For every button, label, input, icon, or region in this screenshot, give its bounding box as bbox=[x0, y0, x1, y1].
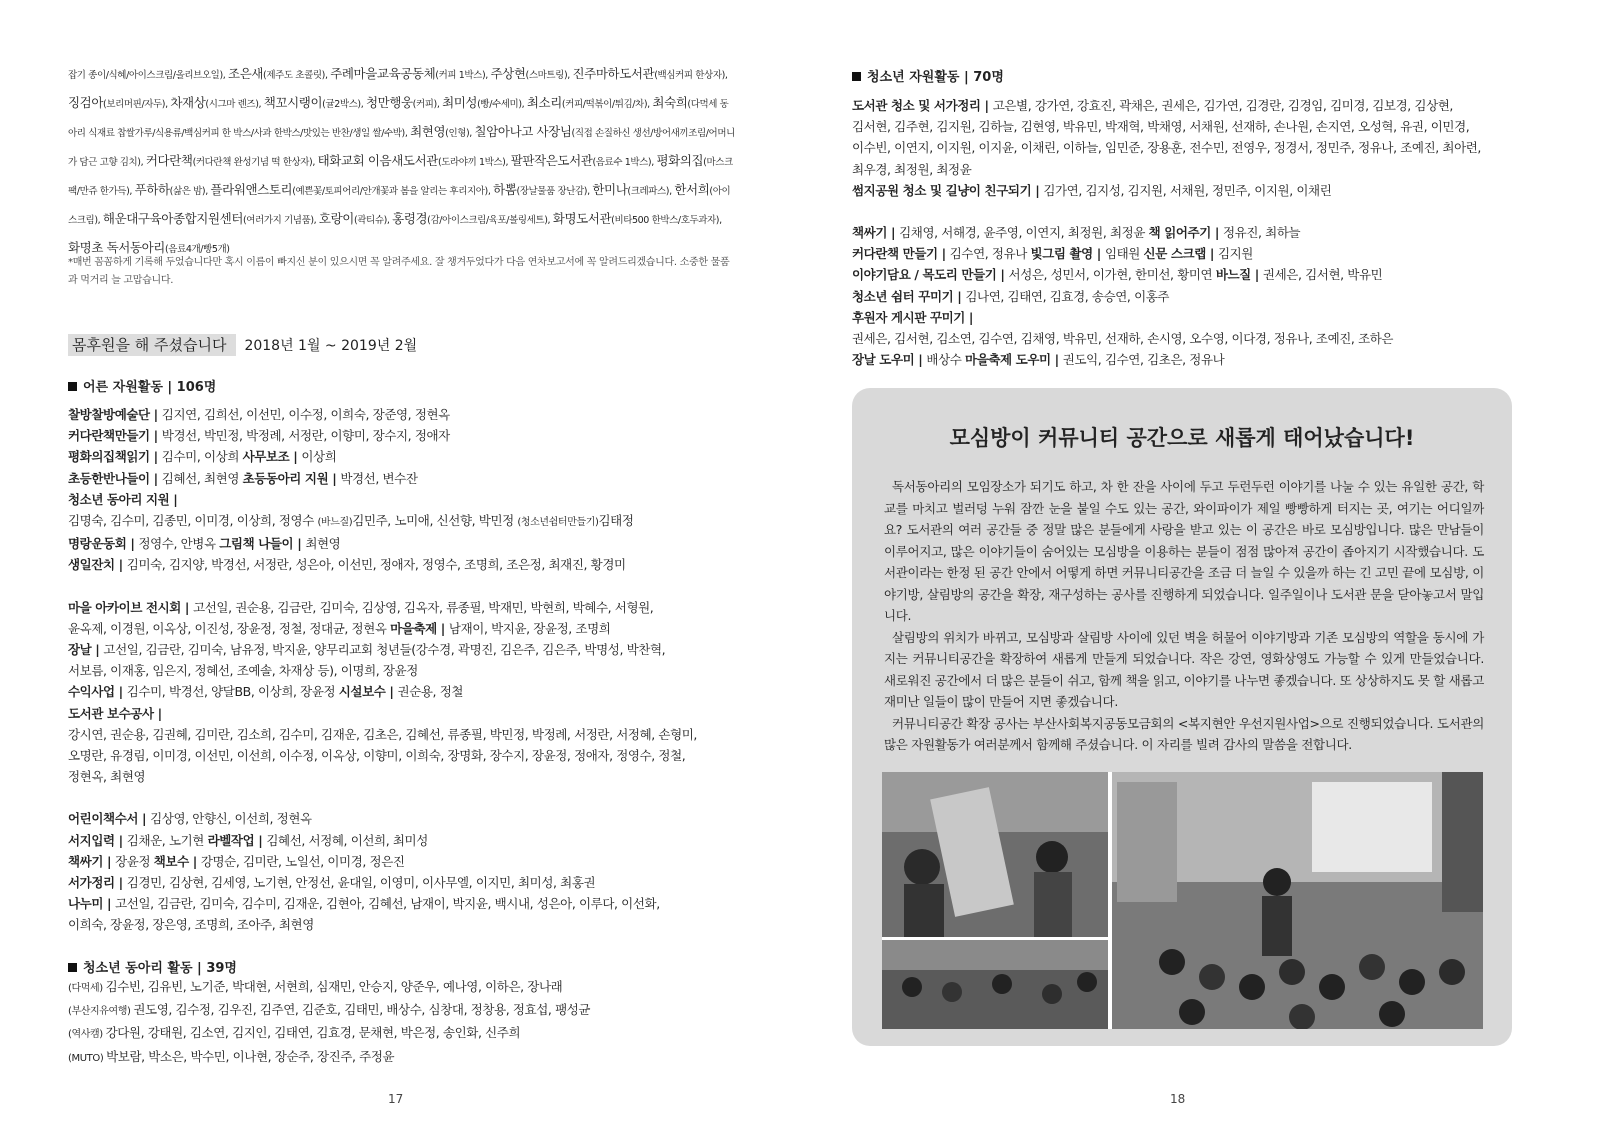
donor-name: 해운대구육아종합지원센터 bbox=[102, 211, 243, 226]
spacer bbox=[68, 576, 748, 597]
donor-note: *매번 꼼꼼하게 기록해 두었습니다만 혹시 이름이 빠지신 분이 있으시면 꼭 알려주세요. 잘 챙겨두었다가 다음 연차보고서에 꼭 알려드리겠습니다. 소중한 물품과 먹거리 늘 고맙습니다. bbox=[68, 257, 730, 286]
volunteer-names: 김혜선, 최현영 bbox=[161, 470, 243, 486]
volunteer-names: 김미숙, 김지양, 박경선, 서정란, 성은아, 이선민, 정애자, 정영수, 조명희, 조은정, 최재진, 황경미 bbox=[126, 557, 626, 573]
volunteer-names: (바느질) bbox=[317, 517, 353, 529]
donor-name: 한미나 bbox=[592, 182, 628, 197]
list-line bbox=[68, 745, 748, 766]
list-line bbox=[68, 703, 748, 724]
volunteer-names: 최우경, 최정원, 최정윤 bbox=[852, 161, 972, 177]
list-line bbox=[68, 510, 748, 533]
period-box-label: 몸후원을 해 주셨습니다 bbox=[68, 334, 236, 356]
list-line bbox=[68, 618, 748, 639]
donated-item: (빵/수세미), bbox=[477, 99, 527, 110]
donated-item: (제주도 초콜릿), bbox=[263, 70, 331, 81]
donated-item: (커피 1박스), bbox=[435, 70, 491, 81]
donor-name: 책꼬시랭이 bbox=[263, 95, 323, 110]
activity-label: 장날 도우미 | bbox=[852, 352, 927, 368]
volunteer-names: 박경선, 박민정, 박정례, 서정란, 이향미, 장수지, 정애자 bbox=[161, 428, 450, 444]
donated-item: (도라야끼 1박스), bbox=[437, 157, 511, 168]
list-line bbox=[68, 724, 748, 745]
list-line bbox=[852, 243, 1532, 264]
activity-label: 커다란책만들기 | bbox=[68, 428, 162, 444]
list-line bbox=[68, 872, 748, 893]
donor-name: 청만행웅 bbox=[365, 95, 413, 110]
donated-item: (아이스크림), bbox=[68, 186, 731, 226]
volunteer-names: 강명순, 김미란, 노일선, 이미경, 정은진 bbox=[200, 853, 405, 869]
donor-name: 최미성 bbox=[442, 95, 478, 110]
donor-name: 플라워앤스토리 bbox=[210, 182, 293, 197]
list-line bbox=[68, 660, 748, 681]
donor-name: 최숙희 bbox=[652, 95, 688, 110]
donor-name: 징검아 bbox=[68, 95, 104, 110]
volunteer-names: 김민주, 노미애, 신선향, 박민정 bbox=[352, 513, 518, 529]
volunteer-names: 김혜선, 서정혜, 이선희, 최미성 bbox=[266, 832, 428, 848]
volunteer-names: 권세은, 김서현, 김소연, 김수연, 김채영, 박유민, 선재하, 손시영, 오수영, 이다경, 정유나, 조예진, 조하은 bbox=[852, 331, 1394, 347]
volunteer-names: 김서현, 김주현, 김지원, 김하늘, 김현영, 박유민, 박재혁, 박채영, 서채원, 선재하, 손나원, 손지연, 오성혁, 유권, 이민경, bbox=[852, 119, 1470, 135]
activity-label: 커다란책 만들기 | bbox=[852, 246, 950, 262]
donated-item: (여러가지 기념품), bbox=[243, 215, 319, 226]
box-paragraph: 독서동아리의 모임장소가 되기도 하고, 차 한 잔을 사이에 두고 두런두런 이야기를 나눌 수 있는 유일한 공간, 학교를 마치고 벌러덩 누워 잠깐 눈을 붙일 수도 있는 공간, 와이파이가 제일 빵빵하게 터지는 곳, 여기는 어디일까요? 도서관의 여러 공간들 중 정말 많은 분들에게 사랑을 받고 있는 이 공간은 바로 모심방입니다. 많은 만남들이 이루어지고, 많은 이야기들이 숨어있는 모심방을 이용하는 분들이 점점 많아져 공간이 좁아지기 시작했습니다. 도서관이라는 한정 된 공간 안에서 어떻게 하면 커뮤니티공간을 조금 더 늘일 수 있을까 하는 긴 고민 끝에 모심방, 이야기방, 살림방의 공간을 확장, 재구성하는 공사를 진행하게 되었습니다. 일주일이나 도서관 문을 닫아놓고서 말입니다. bbox=[884, 479, 1484, 623]
volunteer-names: (부산지유여행) bbox=[68, 1006, 134, 1018]
activity-label: 빛그림 촬영 | bbox=[1030, 246, 1105, 262]
donor-name: 최소리 bbox=[526, 95, 562, 110]
list-line bbox=[68, 808, 748, 829]
activity-label: 후원자 게시판 꾸미기 | bbox=[852, 309, 974, 325]
volunteer-names: 고선일, 권순용, 김금란, 김미숙, 김상영, 김옥자, 류종필, 박재민, 박현희, 박혜수, 서형원, bbox=[193, 599, 654, 615]
donor-name: 화명초 독서동아리 bbox=[68, 240, 165, 255]
volunteer-names: 고은별, 강가연, 강효진, 곽채은, 권세은, 김가연, 김경란, 김경임, 김미경, 김보경, 김상현, bbox=[992, 98, 1454, 113]
list-line bbox=[68, 766, 748, 787]
youth-heading-text: 청소년 자원활동 | 70명 bbox=[867, 70, 1004, 85]
volunteer-names: 서보름, 이재홍, 임은지, 정혜선, 조예솔, 차재상 등), 이명희, 장윤정 bbox=[68, 663, 418, 679]
activity-label: 초등동아리 지원 | bbox=[242, 470, 341, 486]
activity-label: 책싸기 | bbox=[68, 853, 116, 869]
list-line bbox=[68, 830, 748, 851]
donated-item: (직접 손질하신 생선/방어새끼조림/어머니가 담근 고향 김치), bbox=[68, 128, 735, 168]
volunteer-names: 이수빈, 이연지, 이지원, 이지윤, 이채린, 이하늘, 임민준, 장용훈, 전수민, 전영우, 정경서, 정민주, 정유나, 조예진, 최아련, bbox=[852, 140, 1482, 156]
volunteer-names: 이상희 bbox=[301, 449, 337, 465]
donated-item: (예쁜꽃/토피어리/안개꽃과 봄을 알리는 후리지아), bbox=[292, 186, 494, 197]
activity-label: 도서관 보수공사 | bbox=[68, 705, 162, 721]
donated-item: (커피), bbox=[412, 99, 443, 110]
donated-item: (장날물품 장난감), bbox=[516, 186, 593, 197]
donated-item: (백심커피 한상자), bbox=[654, 70, 728, 81]
list-line bbox=[852, 328, 1532, 349]
list-line bbox=[68, 914, 748, 935]
list-line bbox=[68, 468, 748, 489]
donated-item: (스마트링), bbox=[525, 70, 573, 81]
activity-label: 책 읽어주기 | bbox=[1148, 225, 1223, 241]
youth-section-heading bbox=[852, 66, 1004, 85]
list-line bbox=[852, 307, 1532, 328]
list-line bbox=[68, 404, 748, 425]
list-line bbox=[68, 976, 748, 999]
activity-label: 생일잔치 | bbox=[68, 557, 127, 573]
square-bullet-icon bbox=[852, 72, 861, 81]
photo-collage bbox=[882, 772, 1483, 1029]
donated-item: (인형), bbox=[445, 128, 475, 139]
donated-item: (귤2박스), bbox=[322, 99, 366, 110]
box-title: 모심방이 커뮤니티 공간으로 새롭게 태어났습니다! bbox=[949, 426, 1415, 450]
youth-club-heading-text: 청소년 동아리 활동 | 39명 bbox=[83, 961, 237, 976]
donor-name: 태화교회 이음새도서관 bbox=[317, 153, 438, 168]
list-line bbox=[68, 554, 748, 575]
list-line bbox=[68, 489, 748, 510]
volunteer-names: 김수미, 이상희 bbox=[161, 449, 243, 465]
list-line bbox=[68, 533, 748, 554]
activity-label: 라벨작업 | bbox=[207, 832, 267, 848]
activity-label: 장날 | bbox=[68, 642, 104, 658]
volunteer-names: 김나연, 김태연, 김효경, 송승연, 이홍주 bbox=[965, 288, 1170, 304]
activity-label: 이야기담요 / 목도리 만들기 | bbox=[852, 267, 1009, 283]
donor-name: 주상현 bbox=[490, 66, 526, 81]
volunteer-names: 남재이, 박지윤, 장윤정, 조명희 bbox=[448, 620, 611, 636]
volunteer-names: 오명란, 유경림, 이미경, 이선민, 이선희, 이수정, 이옥상, 이향미, 이희숙, 장명화, 장수지, 장윤정, 정애자, 정영수, 정철, bbox=[68, 748, 686, 764]
box-body bbox=[884, 476, 1484, 756]
list-line bbox=[68, 639, 748, 660]
volunteer-names: 박경선, 변수잔 bbox=[340, 470, 418, 486]
donor-name: 팔판작은도서관 bbox=[510, 153, 593, 168]
youth-club-list bbox=[68, 976, 748, 1069]
donated-item: (크레파스), bbox=[627, 186, 675, 197]
period-range: 2018년 1월 ~ 2019년 2월 bbox=[244, 338, 418, 354]
activity-label: 수익사업 | bbox=[68, 684, 127, 700]
volunteer-names: 권도영, 김수정, 김우진, 김주연, 김준호, 김태민, 배상수, 심창대, 정창용, 정효섭, 팽성균 bbox=[133, 1002, 591, 1018]
donor-name: 화명도서관 bbox=[552, 211, 612, 226]
donated-item: (마스크팩/만쥬 한가득), bbox=[68, 157, 733, 197]
list-line bbox=[852, 349, 1532, 370]
volunteer-names: 장윤정 bbox=[115, 853, 154, 869]
volunteer-names: (MUTO) bbox=[68, 1052, 107, 1064]
activity-label: 마을 아카이브 전시회 | bbox=[68, 599, 194, 615]
donor-name: 커다란책 bbox=[145, 153, 193, 168]
youth-volunteer-list bbox=[852, 95, 1532, 370]
activity-label: 썸지공원 청소 및 길냥이 친구되기 | bbox=[852, 182, 1044, 198]
list-line bbox=[852, 222, 1532, 243]
activity-label: 도서관 청소 및 서가정리 | bbox=[852, 98, 993, 113]
adult-heading-text: 어른 자원활동 | 106명 bbox=[83, 380, 217, 395]
donor-list bbox=[68, 60, 736, 263]
volunteer-names: 김수연, 정유나 bbox=[949, 246, 1031, 262]
donor-name: 진주마하도서관 bbox=[572, 66, 655, 81]
activity-label: 나누미 | bbox=[68, 896, 116, 912]
list-line bbox=[68, 597, 748, 618]
donated-item: (곽티슈), bbox=[353, 215, 393, 226]
volunteer-names: 이희숙, 장윤정, 장은영, 조명희, 조아주, 최현영 bbox=[68, 917, 314, 933]
donated-item: (감/아이스크림/육포/볼링세트), bbox=[427, 215, 553, 226]
activity-label: 책싸기 | bbox=[852, 225, 900, 241]
volunteer-names: 김명숙, 김수미, 김종민, 이미경, 이상희, 정영수 bbox=[68, 513, 318, 529]
activity-label: 신문 스크랩 | bbox=[1143, 246, 1218, 262]
volunteer-names: 김수미, 박경선, 양달BB, 이상희, 장윤정 bbox=[126, 684, 339, 700]
list-line bbox=[68, 681, 748, 702]
donated-item: (커다란책 완성기념 떡 한상자), bbox=[192, 157, 318, 168]
donated-item: (보리머핀/자두), bbox=[103, 99, 171, 110]
volunteer-names: 강시연, 권순용, 김권혜, 김미란, 김소희, 김수미, 김재운, 김초은, 김혜선, 류종필, 박민정, 박정례, 서정란, 서정혜, 손형미, bbox=[68, 726, 698, 742]
list-line bbox=[852, 137, 1532, 158]
volunteer-names: 김채영, 서해경, 윤주영, 이연지, 최정원, 최정윤 bbox=[899, 225, 1149, 241]
activity-label: 서가정리 | bbox=[68, 875, 127, 891]
youth-club-section-heading bbox=[68, 957, 237, 976]
volunteer-names: 윤옥제, 이경원, 이옥상, 이진성, 장윤정, 정철, 정대균, 정현옥 bbox=[68, 620, 391, 636]
donor-name: 호랑이 bbox=[318, 211, 354, 226]
square-bullet-icon bbox=[68, 382, 77, 391]
volunteer-names: 임태원 bbox=[1104, 246, 1144, 262]
volunteer-names: 김수빈, 김유빈, 노기준, 박대현, 서현희, 심재민, 안승지, 양준우, 예나영, 이하은, 장나래 bbox=[105, 979, 563, 994]
donated-item: (삶은 밤), bbox=[169, 186, 211, 197]
list-line bbox=[68, 999, 748, 1022]
volunteer-names: 김태정 bbox=[598, 513, 634, 529]
donor-name: 조은새 bbox=[228, 66, 264, 81]
volunteer-names: (청소년쉼터만들기) bbox=[517, 517, 599, 529]
donated-item: (다먹세 동아리 식재료 찹쌀가루/식용류/백심커피 한 박스/사과 한박스/맛있는 반찬/생일 쌀/수박), bbox=[68, 99, 729, 139]
list-line bbox=[852, 95, 1532, 116]
volunteer-names: 김지연, 김희선, 이선민, 이수정, 이희숙, 장준영, 정현옥 bbox=[161, 407, 450, 422]
list-line bbox=[852, 286, 1532, 307]
volunteer-names: 김채운, 노기현 bbox=[126, 832, 208, 848]
activity-label: 찰방찰방예술단 | bbox=[68, 407, 162, 422]
activity-label: 서지입력 | bbox=[68, 832, 127, 848]
volunteer-names: 박보람, 박소은, 박수민, 이나현, 장순주, 장진주, 주정윤 bbox=[106, 1048, 395, 1064]
list-line bbox=[68, 446, 748, 467]
volunteer-names: 김가연, 김지성, 김지원, 서채원, 정민주, 이지원, 이채린 bbox=[1043, 182, 1332, 198]
activity-label: 청소년 쉼터 꾸미기 | bbox=[852, 288, 966, 304]
volunteer-names: 최현영 bbox=[305, 536, 341, 552]
donor-name: 칠암아나고 사장님 bbox=[474, 124, 572, 139]
donor-name: 한서희 bbox=[674, 182, 710, 197]
donated-item: (비타500 한박스/호두과자), bbox=[611, 215, 722, 226]
volunteer-names: 권도익, 김수연, 김초은, 정유나 bbox=[1062, 352, 1225, 368]
list-line bbox=[68, 425, 748, 446]
list-line bbox=[68, 893, 748, 914]
activity-label: 바느질 | bbox=[1215, 267, 1263, 283]
activity-label: 시설보수 | bbox=[338, 684, 398, 700]
list-line bbox=[852, 180, 1532, 201]
box-paragraph: 커뮤니티공간 확장 공사는 부산사회복지공동모금회의 <복지현안 우선지원사업>으로 진행되었습니다. 도서관의 많은 자원활동가 여러분께서 함께해 주셨습니다. 이 자리를 빌려 감사의 말씀을 전합니다. bbox=[884, 715, 1484, 752]
donor-name: 홍령경 bbox=[392, 211, 428, 226]
page-number: 17 bbox=[388, 1092, 404, 1106]
adult-volunteer-list bbox=[68, 404, 748, 936]
donated-item: (시그마 렌즈), bbox=[205, 99, 264, 110]
volunteer-names: 정유진, 최하늘 bbox=[1222, 225, 1301, 241]
spacer bbox=[68, 787, 748, 808]
volunteer-names: 고선일, 김금란, 김미숙, 김수미, 김재운, 김현아, 김혜선, 남재이, 박지윤, 백시내, 성은아, 이루다, 이선화, bbox=[115, 896, 660, 912]
volunteer-names: 서성은, 성민서, 이가현, 한미선, 황미연 bbox=[1008, 267, 1216, 283]
activity-label: 그림책 나들이 | bbox=[219, 536, 306, 552]
donor-name: 푸하하 bbox=[134, 182, 170, 197]
volunteer-names: 정영수, 안병옥 bbox=[138, 536, 220, 552]
period-heading bbox=[68, 334, 417, 355]
list-line bbox=[68, 851, 748, 872]
donor-name: 하뽐 bbox=[493, 182, 517, 197]
box-paragraph: 살림방의 위치가 바뀌고, 모심방과 살림방 사이에 있던 벽을 허물어 이야기방과 기존 모심방의 역할을 동시에 가지는 커뮤니티공간을 확장하여 새롭게 만들게 되었습니다. 작은 강연, 영화상영도 가능할 수 있게 만들었습니다. 새로워진 공간에서 더 많은 분들이 쉬고, 함께 책을 읽고, 이야기를 나누면 좋겠습니다. 또 상상하지도 못 할 새롭고 재미난 일들이 많이 만들어 지면 좋겠습니다. bbox=[884, 629, 1484, 709]
list-line bbox=[852, 116, 1532, 137]
volunteer-names: 권세은, 김서현, 박유민 bbox=[1262, 267, 1383, 283]
list-line bbox=[68, 1022, 748, 1045]
donor-name: 차재상 bbox=[170, 95, 206, 110]
volunteer-names: (역사캠) bbox=[68, 1029, 106, 1041]
volunteer-names: 권순용, 정철 bbox=[397, 684, 464, 700]
activity-label: 책보수 | bbox=[153, 853, 201, 869]
list-line bbox=[68, 1046, 748, 1069]
activity-label: 어린이책수서 | bbox=[68, 811, 151, 827]
activity-label: 초등한반나들이 | bbox=[68, 470, 162, 486]
list-line bbox=[852, 159, 1532, 180]
spacer bbox=[852, 201, 1532, 222]
volunteer-names: 김상영, 안향신, 이선희, 정현옥 bbox=[150, 811, 312, 827]
activity-label: 평화의집책읽기 | bbox=[68, 449, 162, 465]
volunteer-names: 고선일, 김금란, 김미숙, 남유정, 박지윤, 양무리교회 청년들(강수경, 곽명진, 김은주, 김은주, 박명성, 박찬혁, bbox=[103, 642, 666, 658]
donated-item: (커피/떡볶이/튀김/차), bbox=[561, 99, 653, 110]
volunteer-names: 배상수 bbox=[926, 352, 966, 368]
donated-item: (음료4개/빵5개) bbox=[164, 244, 230, 255]
volunteer-names: 김경민, 김상현, 김세영, 노기현, 안정선, 윤대일, 이영미, 이사무엘, 이지민, 최미성, 최홍권 bbox=[126, 875, 596, 891]
donor-name: 최현영 bbox=[410, 124, 446, 139]
activity-label: 명랑운동회 | bbox=[68, 536, 139, 552]
donor-name: 주례마을교육공동체 bbox=[330, 66, 436, 81]
volunteer-names: (다먹세) bbox=[68, 983, 106, 994]
volunteer-names: 정현옥, 최현영 bbox=[68, 769, 146, 785]
donated-item: (음료수 1박스), bbox=[592, 157, 657, 168]
donated-item: 잡기 종이/식혜/아이스크림/올리브오일), bbox=[68, 70, 229, 81]
list-line bbox=[852, 264, 1532, 285]
activity-label: 마을축제 | bbox=[390, 620, 449, 636]
activity-label: 마을축제 도우미 | bbox=[965, 352, 1063, 368]
activity-label: 청소년 동아리 지원 | bbox=[68, 491, 178, 507]
community-space-photo bbox=[882, 772, 1483, 1029]
volunteer-names: 강다원, 강태원, 김소연, 김지인, 김태연, 김효경, 문채현, 박은정, 송인화, 신주희 bbox=[105, 1025, 521, 1041]
square-bullet-icon bbox=[68, 963, 77, 972]
donor-name: 평화의집 bbox=[656, 153, 704, 168]
adult-section-heading bbox=[68, 376, 216, 395]
page-number-right: 18 bbox=[1170, 1092, 1186, 1106]
volunteer-names: 김지원 bbox=[1217, 246, 1253, 262]
activity-label: 사무보조 | bbox=[242, 449, 302, 465]
